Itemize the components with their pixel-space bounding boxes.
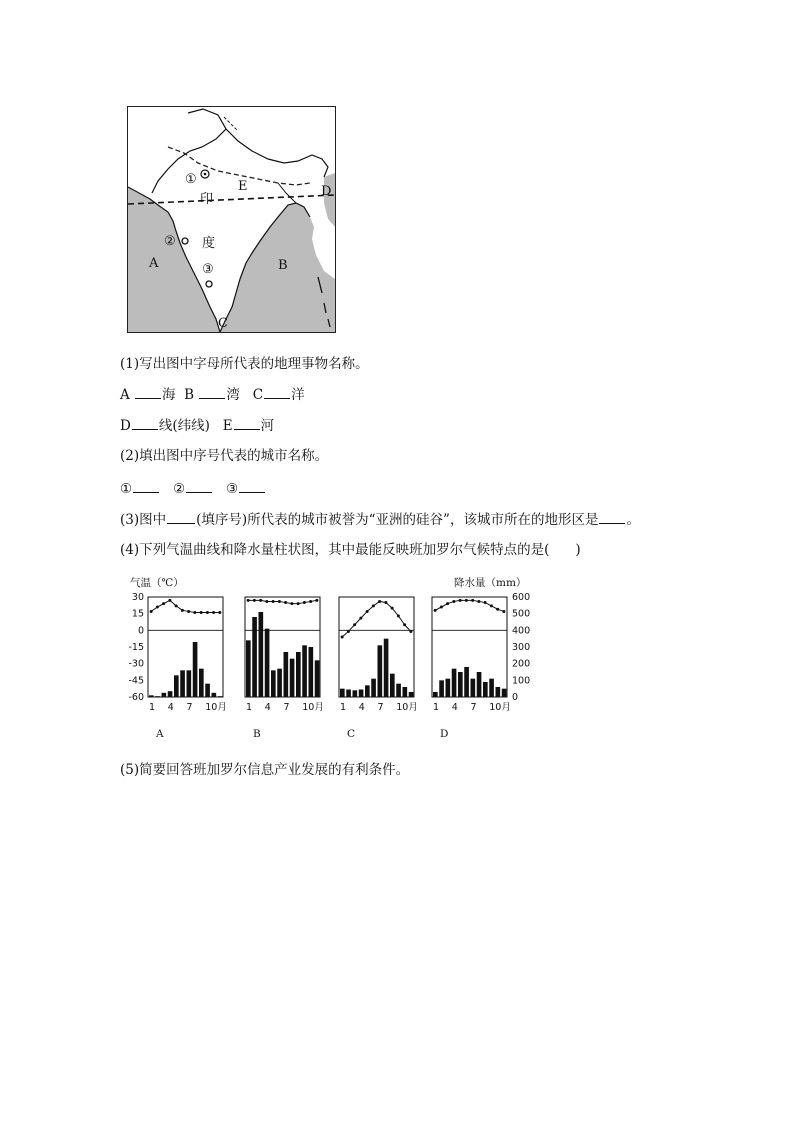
answer-blank-a[interactable] [135, 386, 161, 399]
precip-bar [396, 684, 401, 697]
precip-bar [218, 696, 223, 697]
q3-part-c: 。 [626, 512, 640, 528]
month-tick-label: 4 [358, 702, 365, 713]
precip-bar [390, 674, 395, 697]
india-map [127, 106, 336, 333]
month-tick-label: 10月 [489, 702, 511, 713]
month-tick-label: 1 [340, 702, 347, 713]
precip-bar [271, 670, 276, 697]
q1-d-suffix: 线(纬线) [158, 418, 210, 434]
chart-name-B: B [253, 728, 261, 740]
temp-point [384, 601, 387, 604]
temp-point [253, 599, 256, 602]
temp-point [181, 609, 184, 612]
temp-point [278, 600, 281, 603]
temp-tick-label: 30 [131, 592, 144, 603]
temp-point [446, 602, 449, 605]
temp-point [193, 611, 196, 614]
temp-point [403, 623, 406, 626]
temp-tick-label: 15 [131, 608, 144, 620]
month-tick-label: 1 [246, 702, 253, 713]
temp-point [391, 607, 394, 610]
temp-point [341, 636, 344, 639]
answer-blank-e[interactable] [234, 417, 260, 430]
precip-bar [353, 690, 358, 697]
temp-point [200, 611, 203, 614]
precip-bar [259, 612, 264, 697]
map-label-e: E [238, 179, 248, 194]
temp-point [452, 600, 455, 603]
question-2: (2)填出图中序号代表的城市名称。 [120, 448, 329, 464]
precip-bar [346, 690, 351, 698]
precip-bar [284, 652, 289, 697]
q4-close: ) [575, 542, 581, 558]
map-label-b: B [278, 258, 288, 273]
temp-point [465, 599, 468, 602]
temp-point [496, 608, 499, 611]
map-label-a: A [149, 256, 159, 271]
temp-point [206, 611, 209, 614]
precip-bar [174, 675, 179, 697]
answer-blank-number[interactable] [167, 511, 195, 524]
answer-blank-landform[interactable] [599, 511, 625, 524]
city3-marker [206, 281, 212, 287]
temp-point [162, 602, 165, 605]
temp-point [353, 623, 356, 626]
precip-bar [162, 693, 167, 697]
temp-tick-label: 0 [137, 625, 144, 637]
precip-axis-label: 降水量（mm） [454, 577, 527, 589]
precip-bar [149, 695, 154, 697]
q1-b-suffix: 湾 [226, 387, 240, 403]
arabian-sea-shade [128, 187, 220, 332]
precip-bar [212, 693, 217, 697]
precip-bar [246, 640, 251, 697]
temp-point [259, 599, 262, 602]
month-tick-label: 4 [451, 702, 458, 713]
precip-bar [446, 679, 451, 697]
precip-bar [458, 672, 463, 697]
temp-tick-label: -45 [128, 675, 144, 687]
q2-n1: ① [120, 481, 133, 497]
answer-blank-c[interactable] [264, 386, 290, 399]
q3-part-a: (3)图中 [120, 512, 167, 528]
month-tick-label: 10月 [396, 702, 418, 713]
precip-bar [409, 692, 414, 697]
chart-name-A: A [156, 728, 164, 740]
temp-point [187, 610, 190, 613]
precip-bar [378, 645, 383, 697]
precip-bar [168, 691, 173, 697]
question-4 [120, 542, 581, 558]
temp-tick-label: -30 [128, 658, 144, 670]
map-drawing [128, 107, 335, 332]
answer-blank-city2[interactable] [186, 480, 212, 493]
precip-bar [340, 689, 345, 697]
q1-e-suffix: 河 [260, 418, 275, 434]
river-delta [278, 183, 296, 203]
temp-point [409, 630, 412, 633]
temp-line-A [151, 600, 220, 612]
precip-tick-label: 100 [512, 675, 531, 687]
map-label-city3: ③ [202, 262, 214, 277]
temp-point [502, 610, 505, 613]
precip-bar [489, 679, 494, 697]
temp-point [347, 630, 350, 633]
precip-bar [290, 659, 295, 697]
precip-tick-label: 400 [512, 625, 531, 637]
q3-part-b: (填序号)所代表的城市被誉为“亚洲的硅谷”，该城市所在的地形区是 [196, 512, 599, 528]
answer-blank-city3[interactable] [239, 480, 265, 493]
map-label-d: D [321, 184, 332, 199]
precip-bar [296, 652, 301, 697]
precip-bar [371, 679, 376, 697]
temp-point [150, 610, 153, 613]
q1-b-prefix: B [184, 387, 195, 403]
temp-point [440, 606, 443, 609]
answer-blank-b[interactable] [199, 386, 225, 399]
map-label-city1: ① [185, 172, 197, 187]
question-1: (1)写出图中字母所代表的地理事物名称。 [120, 356, 369, 372]
temp-point [284, 601, 287, 604]
question-2-line [120, 480, 266, 497]
temp-line-B [248, 600, 317, 603]
temp-point [397, 614, 400, 617]
chart-name-D: D [440, 728, 449, 740]
precip-bar [439, 680, 444, 697]
precip-bar [205, 684, 210, 697]
q1-a-prefix: A [120, 387, 130, 403]
precip-bar [199, 669, 204, 697]
q1-d-prefix: D [120, 418, 131, 434]
precip-tick-label: 500 [512, 608, 531, 620]
temp-point [359, 617, 362, 620]
month-tick-label: 7 [470, 702, 477, 713]
month-tick-label: 7 [186, 702, 193, 713]
month-tick-label: 10月 [302, 702, 324, 713]
chart-frame-A [148, 597, 223, 697]
precip-tick-label: 200 [512, 658, 531, 670]
temp-point [168, 599, 171, 602]
temp-point [378, 600, 381, 603]
q1-e-prefix: E [222, 418, 233, 434]
question-5: (5)简要回答班加罗尔信息产业发展的有利条件。 [120, 762, 410, 778]
temp-tick-label: -15 [128, 642, 144, 653]
q2-n3: ③ [225, 481, 239, 497]
temp-point [372, 604, 375, 607]
precip-bar [315, 660, 320, 697]
question-3 [120, 511, 640, 528]
map-label-du: 度 [202, 236, 216, 251]
eastern-sea-shade [324, 173, 335, 227]
tropic-line [128, 192, 335, 207]
precip-bar [502, 689, 507, 697]
temp-point [272, 600, 275, 603]
precip-bar [477, 672, 482, 697]
precip-bar [365, 685, 370, 697]
precip-bar [384, 639, 389, 697]
precip-bar [302, 645, 307, 697]
precip-bar [180, 670, 185, 697]
map-label-yin: 印 [200, 192, 214, 207]
climate-charts [118, 572, 538, 742]
precip-tick-label: 300 [512, 642, 531, 653]
temp-point [156, 606, 159, 609]
temp-point [175, 604, 178, 607]
temp-point [212, 611, 215, 614]
month-tick-label: 4 [167, 702, 174, 713]
precip-tick-label: 600 [512, 592, 531, 603]
temp-point [477, 600, 480, 603]
precip-bar [452, 669, 457, 697]
climate-charts-svg [118, 572, 538, 742]
temp-point [315, 599, 318, 602]
northern-border [226, 129, 328, 177]
month-tick-label: 7 [377, 702, 384, 713]
q4-text: (4)下列气温曲线和降水量柱状图，其中最能反映班加罗尔气候特点的是( [120, 542, 550, 558]
temp-point [303, 601, 306, 604]
precip-bar [359, 690, 364, 698]
precip-bar [309, 647, 314, 697]
temp-point [265, 600, 268, 603]
q2-n2: ② [172, 481, 186, 497]
temp-point [490, 604, 493, 607]
temp-point [366, 610, 369, 613]
precip-bar [277, 669, 282, 697]
precip-bar [187, 670, 192, 697]
temp-point [297, 602, 300, 605]
temp-line-D [435, 600, 504, 611]
chart-frame-C [339, 597, 414, 697]
month-tick-label: 4 [264, 702, 271, 713]
q1-c-suffix: 洋 [291, 387, 305, 403]
city1-dot [204, 173, 207, 176]
month-tick-label: 1 [433, 702, 440, 713]
map-label-city2: ② [164, 234, 176, 249]
map-label-c: C [218, 316, 228, 331]
temp-point [218, 611, 221, 614]
city2-marker [182, 238, 188, 244]
precip-bar [496, 687, 501, 697]
precip-bar [155, 696, 160, 697]
temp-tick-label: -60 [128, 692, 144, 703]
question-1-line-1 [120, 386, 305, 403]
temp-point [459, 599, 462, 602]
precip-bar [471, 679, 476, 697]
temp-point [247, 599, 250, 602]
temp-point [290, 602, 293, 605]
precip-tick-label: 0 [512, 692, 519, 703]
answer-blank-city1[interactable] [133, 480, 159, 493]
q1-c-prefix: C [252, 387, 264, 403]
chart-name-C: C [347, 728, 356, 740]
precip-bar [433, 692, 438, 697]
temp-point [471, 599, 474, 602]
answer-blank-d[interactable] [132, 417, 158, 430]
precip-bar [193, 642, 198, 697]
temp-line-C [342, 601, 411, 637]
month-tick-label: 10月 [205, 702, 227, 713]
precip-bar [483, 682, 488, 697]
temp-point [434, 609, 437, 612]
temp-axis-label: 气温（℃） [130, 577, 184, 589]
precip-bar [464, 667, 469, 697]
month-tick-label: 7 [283, 702, 290, 713]
temp-point [309, 600, 312, 603]
month-tick-label: 1 [149, 702, 156, 713]
precip-bar [265, 629, 270, 697]
question-1-line-2 [120, 417, 274, 434]
temp-point [484, 601, 487, 604]
precip-bar [403, 687, 408, 697]
q1-a-suffix: 海 [162, 387, 176, 403]
precip-bar [252, 617, 257, 697]
